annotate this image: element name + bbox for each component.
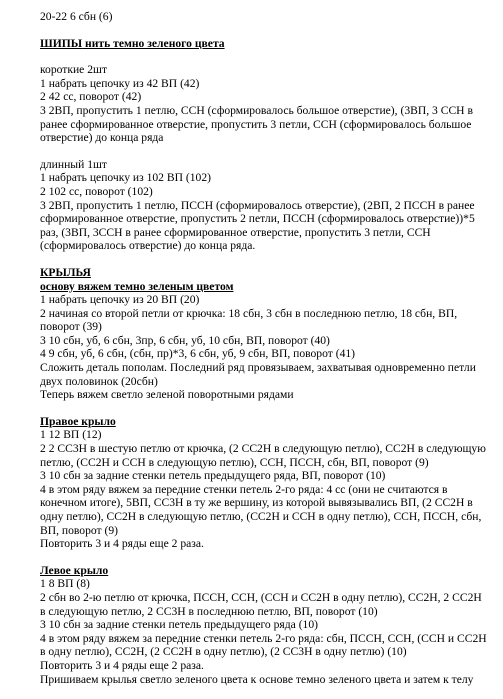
spikes-long-title: длинный 1шт bbox=[40, 157, 107, 171]
document-page bbox=[40, 10, 488, 699]
intro-block bbox=[40, 10, 488, 24]
spikes-long-line: 2 102 сс, поворот (102) bbox=[40, 184, 153, 198]
spikes-short-section bbox=[40, 63, 488, 145]
wings-line: 4 9 сбн, уб, 6 сбн, (сбн, пр)*3, 6 сбн, уб, 9 сбн, ВП, поворот (41) bbox=[40, 347, 356, 361]
wings-line: 1 набрать цепочку из 20 ВП (20) bbox=[40, 293, 200, 307]
left-wing-line: 1 8 ВП (8) bbox=[40, 577, 90, 591]
top-line: 20-22 6 сбн (6) bbox=[40, 10, 113, 23]
spikes-heading-rest: нить темно зеленого цвета bbox=[82, 36, 225, 50]
right-wing-line: 2 2 СС3Н в шестую петлю от крючка, (2 СС2Н в следующую петлю), СС2Н в следующую петлю, (СС2Н и ССН в следующую петлю), ССН, ПССН, сбн, ВП, поворот (9) bbox=[40, 442, 486, 469]
left-wing-section bbox=[40, 564, 488, 686]
spikes-short-line: 3 2ВП, пропустить 1 петлю, ССН (сформировалось большое отверстие), (3ВП, 3 ССН в ранее сформированное отверстие, пропустить 3 петли, ССН (сформировалось большое отверстие) до конца ряда bbox=[40, 103, 473, 145]
left-wing-line: 3 10 сбн за задние стенки петель предыдущего ряда (10) bbox=[40, 618, 319, 632]
spikes-short-line: 2 42 сс, поворот (42) bbox=[40, 90, 142, 104]
left-wing-heading: Левое крыло bbox=[40, 563, 109, 577]
wings-heading: КРЫЛЬЯ bbox=[40, 265, 91, 279]
spikes-heading-bold: ШИПЫ bbox=[40, 36, 83, 50]
spikes-long-line: 1 набрать цепочку из 102 ВП (102) bbox=[40, 171, 211, 185]
wings-base-heading: основу вяжем темно зеленым цветом bbox=[40, 279, 234, 293]
right-wing-line: 1 12 ВП (12) bbox=[40, 428, 102, 442]
wings-line: Сложить деталь пополам. Последний ряд провязываем, захватывая одновременно петли двух половинок (20сбн) bbox=[40, 361, 476, 388]
wings-line: 2 начиная со второй петли от крючка: 18 сбн, 3 сбн в последнюю петлю, 18 сбн, ВП, поворот (39) bbox=[40, 306, 458, 334]
left-wing-line: Пришиваем крылья светло зеленого цвета к основе темно зеленого цвета и затем к телу bbox=[40, 672, 474, 686]
right-wing-line: 3 10 сбн за задние стенки петель предыдущего ряда, ВП, поворот (10) bbox=[40, 469, 386, 483]
spikes-short-title: короткие 2шт bbox=[40, 63, 108, 77]
left-wing-line: 2 сбн во 2-ю петлю от крючка, ПССН, ССН, (ССН и СС2Н в одну петлю), СС2Н, 2 СС2Н в следующую петлю, 2 СС3Н в последнюю петлю, ВП, поворот (10) bbox=[40, 590, 482, 618]
spikes-short-line: 1 набрать цепочку из 42 ВП (42) bbox=[40, 76, 200, 90]
spikes-heading-block bbox=[40, 37, 488, 51]
right-wing-section bbox=[40, 415, 488, 551]
wings-line: Теперь вяжем светло зеленой поворотными рядами bbox=[40, 388, 294, 402]
wings-line: 3 10 сбн, уб, 6 сбн, 3пр, 6 сбн, уб, 10 сбн, ВП, поворот (40) bbox=[40, 333, 330, 347]
right-wing-line: 4 в этом ряду вяжем за передние стенки петель 2-го ряда: 4 сс (они не считаются в конечном итоге), 5ВП, СС3Н в ту же вершину, из которой вывязывались ВП, (2 СС2Н в одну петлю), СС2Н в следующую петлю, (СС2Н и ССН в одну петлю), ССН, ПССН, сбн, ВП, поворот (9) bbox=[40, 482, 482, 537]
right-wing-heading: Правое крыло bbox=[40, 414, 116, 428]
left-wing-line: Повторить 3 и 4 ряды еще 2 раза. bbox=[40, 658, 204, 672]
spikes-long-section bbox=[40, 158, 488, 253]
spikes-heading bbox=[40, 37, 488, 51]
left-wing-line: 4 в этом ряду вяжем за передние стенки петель 2-го ряда: сбн, ПССН, ССН, (ССН и СС2Н в одну петлю), СС2Н, (2 СС2Н в одну петлю), (2 СС3Н в одну петлю) (10) bbox=[40, 631, 487, 659]
right-wing-line: Повторить 3 и 4 ряды еще 2 раза. bbox=[40, 537, 204, 551]
wings-section bbox=[40, 266, 488, 402]
spikes-long-line: 3 2ВП, пропустить 1 петлю, ПССН (сформировалось отверстие), (2ВП, 2 ПССН в ранее сформированное отверстие, пропустить 2 петли, ПССН (сформировалось отверстие))*5 раз, (3ВП, 3ССН в ранее сформированное отверстие, пропустить 3 петли, ССН (сформировалось отверстие) до конца ряда. bbox=[40, 198, 475, 253]
